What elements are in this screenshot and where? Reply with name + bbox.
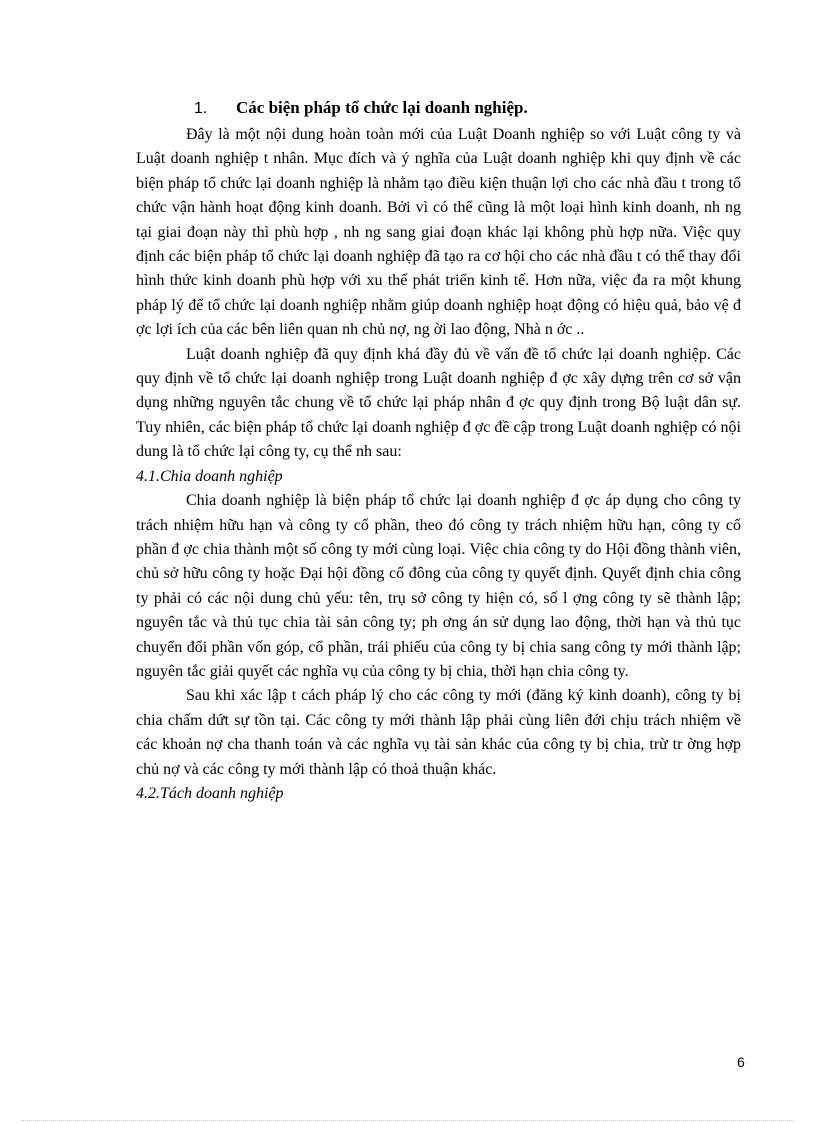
paragraph-intro: Đây là một nội dung hoàn toàn mới của Luật Doanh nghiệp so với Luật công ty và Luật doanh nghiệp t nhân. Mục đích và ý nghĩa của Luật doanh nghiệp khi quy định về các biện pháp tổ chức lại doanh nghiệp là nhằm tạo điều kiện thuận lợi cho các nhà đầu t trong tổ chức vận hành hoạt động kinh doanh. Bởi vì có thể cũng là một loại hình kinh doanh, nh ng tại giai đoạn này thì phù hợp , nh ng sang giai đoạn khác lại không phù hợp nữa. Việc quy định các biện pháp tổ chức lại doanh nghiệp đã tạo ra cơ hội cho các nhà đầu t có thể thay đổi hình thức kinh doanh phù hợp với xu thế phát triển kinh tế. Hơn nữa, việc đa ra một khung pháp lý để tổ chức lại doanh nghiệp nhằm giúp doanh nghiệp hoạt động có hiệu quả, bảo vệ đ ợc lợi ích của các bên liên quan nh chủ nợ, ng ời lao động, Nhà n ớc .. xyxy=(136,126,741,339)
heading-number: 1. xyxy=(194,100,208,117)
paragraph-regulation: Luật doanh nghiệp đã quy định khá đầy đủ về vấn đề tổ chức lại doanh nghiệp. Các quy định về tổ chức lại doanh nghiệp trong Luật doanh nghiệp đ ợc xây dựng trên cơ sở vận dụng những nguyên tắc chung về tổ chức lại pháp nhân đ ợc quy định trong Bộ luật dân sự. Tuy nhiên, các biện pháp tổ chức lại doanh nghiệp đ ợc đề cập trong Luật doanh nghiệp có nội dung là tổ chức lại công ty, cụ thể nh sau: xyxy=(136,345,741,461)
paragraph-sau-khi: Sau khi xác lập t cách pháp lý cho các công ty mới (đăng ký kinh doanh), công ty bị chia chấm dứt sự tồn tại. Các công ty mới thành lập phải cùng liên đới chịu trách nhiệm về các khoản nợ cha thanh toán và các nghĩa vụ tài sản khác của công ty bị chia, trừ tr ờng hợp chủ nợ và các công ty mới thành lập có thoả thuận khác. xyxy=(136,687,741,778)
paragraph-chia: Chia doanh nghiệp là biện pháp tổ chức lại doanh nghiệp đ ợc áp dụng cho công ty trách nhiệm hữu hạn và công ty cổ phần, theo đó công ty trách nhiệm hữu hạn, công ty cổ phần đ ợc chia thành một số công ty mới cùng loại. Việc chia công ty do Hội đồng thành viên, chủ sở hữu công ty hoặc Đại hội đồng cổ đông của công ty quyết định. Quyết định chia công ty phải có các nội dung chủ yếu: tên, trụ sở công ty hiện có, số l ợng công ty sẽ thành lập; nguyên tắc và thủ tục chia tài sản công ty; ph ơng án sử dụng lao động, thời hạn và thủ tục chuyển đổi phần vốn góp, cổ phần, trái phiếu của công ty bị chia sang công ty mới thành lập; nguyên tắc giải quyết các nghĩa vụ của công ty bị chia, thời hạn chia công ty. xyxy=(136,492,741,680)
page-border-line xyxy=(22,1120,794,1121)
section-heading xyxy=(194,98,528,118)
subheading-chia: 4.1.Chia doanh nghiệp xyxy=(136,467,283,485)
heading-title: Các biện pháp tổ chức lại doanh nghiệp. xyxy=(236,98,528,117)
document-body xyxy=(136,123,741,806)
subheading-tach: 4.2.Tách doanh nghiệp xyxy=(136,784,284,802)
page-number: 6 xyxy=(737,1054,745,1070)
